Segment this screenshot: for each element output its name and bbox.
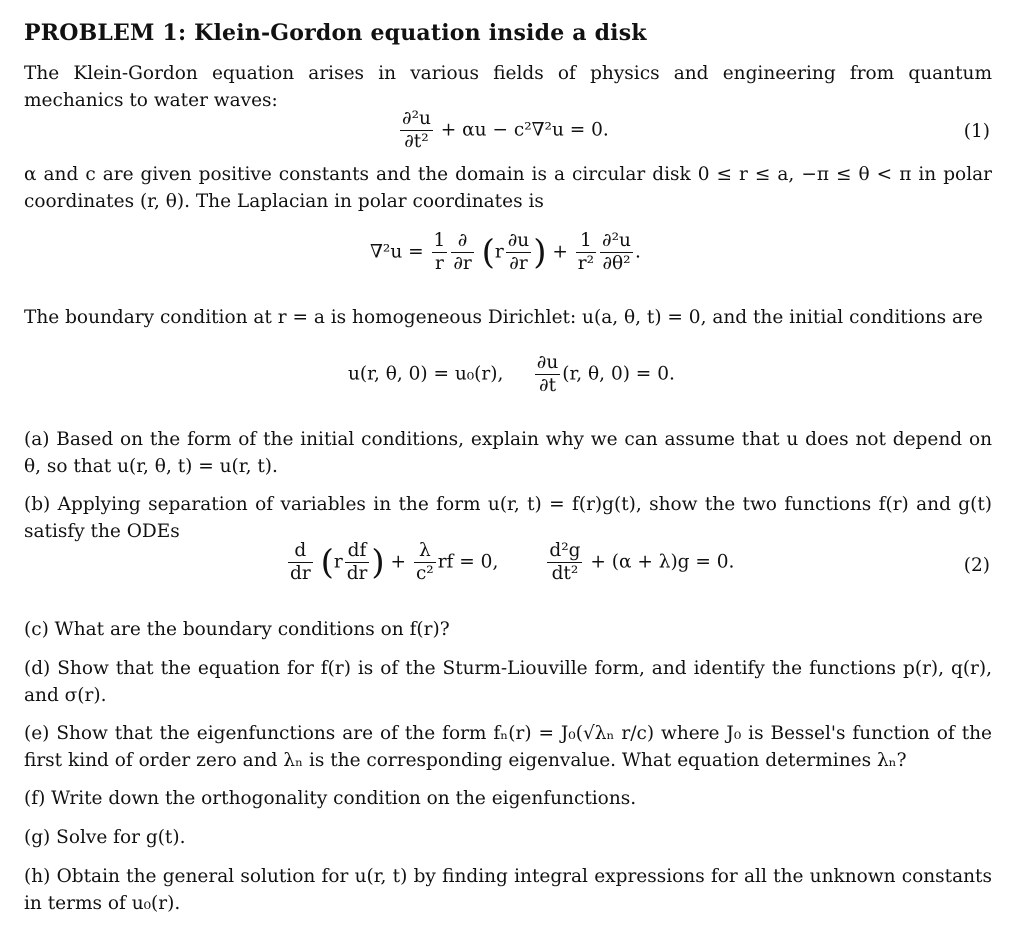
laplacian-open-paren: ( bbox=[481, 232, 495, 273]
laplacian-frac-5-den: ∂θ² bbox=[600, 252, 633, 275]
laplacian-frac-4 bbox=[576, 230, 596, 275]
question-f: (f) Write down the orthogonality condition on the eigenfunctions. bbox=[24, 788, 637, 809]
question-e: (e) Show that the eigenfunctions are of the form fₙ(r) = J₀(√λₙ r/c) where J₀ is Bessel's function of the first kind of order zero and λₙ is the corresponding eigenvalue. What equation determines λₙ? bbox=[24, 723, 992, 771]
eq2-frac-g-den: dt² bbox=[547, 562, 582, 585]
eq2-open-paren: ( bbox=[320, 542, 334, 583]
laplacian-frac-4-num: 1 bbox=[580, 230, 592, 251]
eq2-frac-lambda-num: λ bbox=[418, 540, 431, 561]
eq2-frac-g bbox=[547, 540, 582, 585]
eq2-number: (2) bbox=[963, 555, 990, 576]
question-c: (c) What are the boundary conditions on f(r)? bbox=[24, 619, 450, 640]
laplacian-frac-1-den: r bbox=[432, 252, 448, 275]
laplacian-frac-4-den: r² bbox=[577, 253, 595, 274]
eq1-number: (1) bbox=[963, 121, 990, 142]
eq2-frac-lambda bbox=[414, 540, 436, 585]
laplacian-end: . bbox=[634, 241, 641, 263]
eq1-rest: + αu − c²∇²u = 0. bbox=[440, 119, 609, 141]
eq2-frac-df bbox=[345, 540, 370, 585]
initial-fraction bbox=[535, 352, 560, 397]
laplacian-frac-2 bbox=[451, 230, 473, 275]
equation-2 bbox=[286, 540, 734, 585]
eq1-denominator: ∂t² bbox=[400, 130, 433, 153]
laplacian-frac-3 bbox=[506, 230, 531, 275]
initial-part-1: u(r, θ, 0) = u₀(r), bbox=[348, 363, 504, 385]
eq2-plus: + bbox=[390, 551, 407, 573]
equation-1 bbox=[398, 108, 609, 153]
eq2-frac-d-den: dr bbox=[290, 563, 311, 584]
eq2-tail-1: rf = 0, bbox=[437, 551, 499, 573]
eq2-frac-d bbox=[288, 540, 313, 585]
eq2-inner-r: r bbox=[333, 551, 343, 573]
eq1-numerator: ∂²u bbox=[402, 108, 431, 129]
laplacian-inner-r: r bbox=[494, 241, 504, 263]
intro-paragraph: The Klein-Gordon equation arises in various fields of physics and engineering from quantum mechanics to water waves: bbox=[24, 63, 992, 111]
eq2-frac-lambda-den: c² bbox=[415, 563, 434, 584]
eq2-frac-df-num: df bbox=[347, 540, 367, 561]
laplacian-lhs: ∇²u = bbox=[370, 241, 424, 263]
laplacian-frac-2-num: ∂ bbox=[457, 230, 468, 251]
question-h: (h) Obtain the general solution for u(r, t) by finding integral expressions for all the unknown constants in terms of u₀(r). bbox=[24, 866, 992, 914]
laplacian-frac-2-den: ∂r bbox=[453, 253, 472, 274]
initial-conditions bbox=[348, 352, 675, 397]
laplacian-plus: + bbox=[552, 241, 568, 263]
eq2-frac-df-den: dr bbox=[346, 563, 368, 584]
eq2-frac-g-num: d²g bbox=[549, 540, 581, 561]
question-b: (b) Applying separation of variables in the form u(r, t) = f(r)g(t), show the two functions f(r) and g(t) satisfy the ODEs bbox=[24, 494, 992, 542]
laplacian-frac-1-num: 1 bbox=[433, 230, 446, 251]
laplacian-frac-5 bbox=[600, 230, 633, 275]
laplacian-close-paren: ) bbox=[533, 232, 547, 273]
question-a: (a) Based on the form of the initial conditions, explain why we can assume that u does not depend on θ, so that u(r, θ, t) = u(r, t). bbox=[24, 429, 992, 477]
eq1-fraction bbox=[400, 108, 433, 153]
laplacian-frac-3-den: ∂r bbox=[506, 252, 531, 275]
eq2-tail-2: + (α + λ)g = 0. bbox=[590, 551, 735, 573]
laplacian-frac-5-num: ∂²u bbox=[602, 230, 631, 251]
eq2-close-paren: ) bbox=[371, 542, 385, 583]
question-d: (d) Show that the equation for f(r) is of the Sturm-Liouville form, and identify the functions p(r), q(r), and σ(r). bbox=[24, 658, 992, 706]
laplacian-equation bbox=[370, 230, 641, 275]
laplacian-frac-1 bbox=[432, 230, 448, 275]
boundary-paragraph: The boundary condition at r = a is homogeneous Dirichlet: u(a, θ, t) = 0, and the initial conditions are bbox=[24, 307, 983, 328]
initial-fraction-num: ∂u bbox=[536, 352, 559, 373]
laplacian-frac-3-num: ∂u bbox=[507, 230, 530, 251]
question-g: (g) Solve for g(t). bbox=[24, 827, 186, 848]
initial-part-2: (r, θ, 0) = 0. bbox=[562, 363, 675, 385]
eq2-frac-d-num: d bbox=[294, 540, 307, 561]
initial-fraction-den: ∂t bbox=[535, 374, 560, 397]
problem-title: PROBLEM 1: Klein-Gordon equation inside a disk bbox=[24, 20, 647, 46]
domain-paragraph: α and c are given positive constants and the domain is a circular disk 0 ≤ r ≤ a, −π ≤ θ < π in polar coordinates (r, θ). The Laplacian in polar coordinates is bbox=[24, 164, 992, 212]
